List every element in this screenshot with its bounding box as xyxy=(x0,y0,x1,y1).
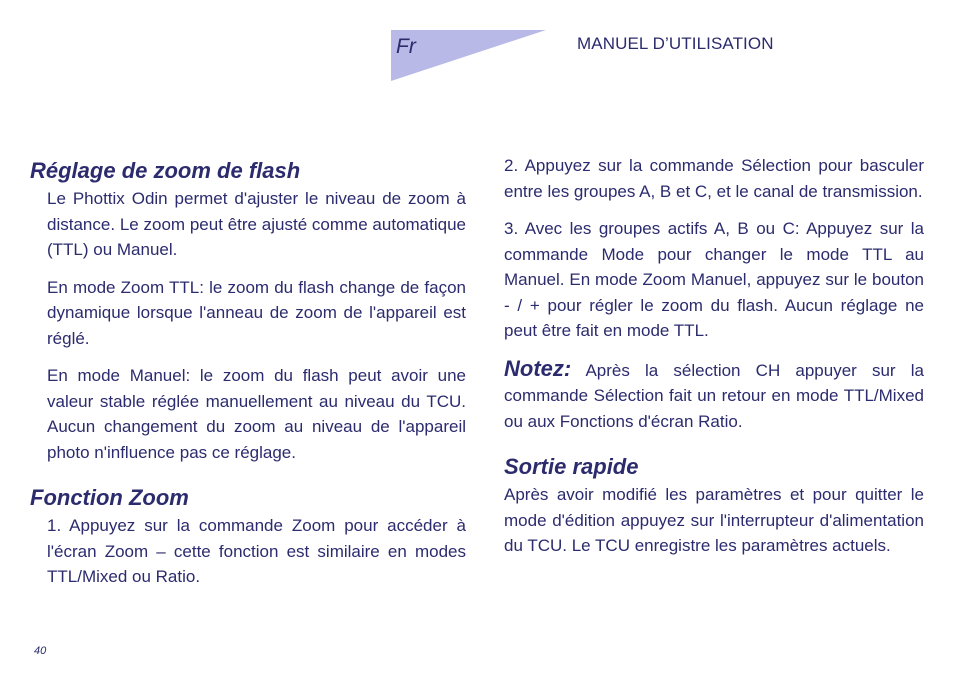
right-column xyxy=(504,153,924,571)
note-label: Notez: xyxy=(504,355,572,381)
page-number: 40 xyxy=(34,645,47,657)
note-text: Après la sélection CH appuyer sur la commande Sélection fait un retour en mode TTL/Mixed ou aux Fonctions d'écran Ratio. xyxy=(504,360,924,431)
left-column xyxy=(30,156,466,602)
section-heading-zoom-setting: Réglage de zoom de flash xyxy=(30,158,301,183)
paragraph: Après avoir modifié les paramètres et pour quitter le mode d'édition appuyez sur l'interrupteur d'alimentation du TCU. Le TCU enregistre les paramètres actuels. xyxy=(504,485,924,555)
paragraph: 3. Avec les groupes actifs A, B ou C: Appuyez sur la commande Mode pour changer le mode TTL au Manuel. En mode Zoom Manuel, appuyez sur le bouton - / + pour régler le zoom du flash. Aucun réglage ne peut être fait en mode TTL. xyxy=(504,219,924,340)
note-paragraph xyxy=(504,356,924,435)
paragraph: Le Phottix Odin permet d'ajuster le niveau de zoom à distance. Le zoom peut être ajusté comme automatique (TTL) ou Manuel. xyxy=(47,189,466,259)
paragraph: En mode Manuel: le zoom du flash peut avoir une valeur stable réglée manuellement au niveau du TCU. Aucun changement du zoom au niveau de l'appareil photo n'influence pas ce réglage. xyxy=(47,366,466,462)
section-heading-quick-exit: Sortie rapide xyxy=(504,454,639,479)
paragraph: 1. Appuyez sur la commande Zoom pour accéder à l'écran Zoom – cette fonction est similaire en modes TTL/Mixed ou Ratio. xyxy=(47,516,466,586)
section-heading-zoom-function: Fonction Zoom xyxy=(30,485,189,510)
paragraph: 2. Appuyez sur la commande Sélection pour basculer entre les groupes A, B et C, et le canal de transmission. xyxy=(504,156,924,201)
paragraph: En mode Zoom TTL: le zoom du flash change de façon dynamique lorsque l'anneau de zoom de l'appareil est réglé. xyxy=(47,277,466,348)
manual-title: MANUEL D’UTILISATION xyxy=(577,34,774,53)
language-tab xyxy=(391,30,546,81)
language-label: Fr xyxy=(396,35,416,58)
